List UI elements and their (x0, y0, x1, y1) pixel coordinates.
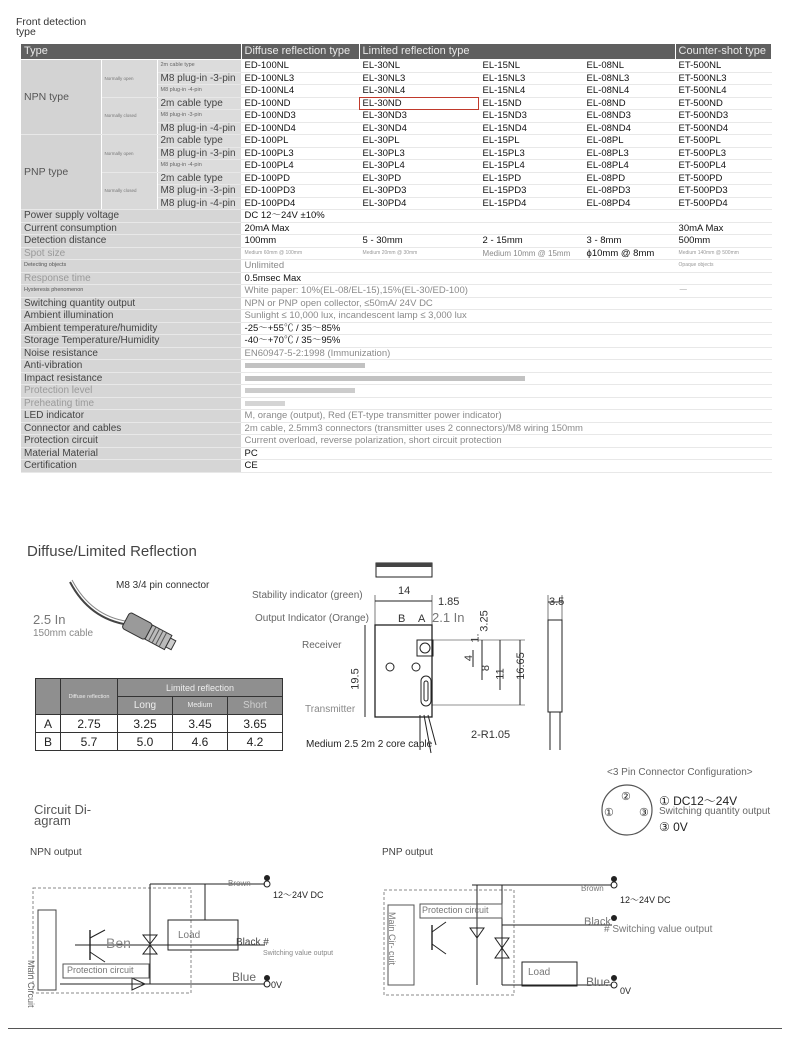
spec-label: Noise resistance (21, 347, 241, 360)
spec-label: Ambient illumination (21, 310, 241, 323)
spec-value-blurred (241, 397, 771, 410)
spec-value: DC 12～24V ±10% (241, 210, 771, 223)
cable-length: 2.5 In (33, 612, 66, 627)
pnp-load: Load (528, 967, 551, 978)
model-cell: EL-08NL3 (583, 72, 675, 85)
cable-type-label: M8 plug-in -4-pin (157, 122, 241, 135)
spec-value: 30mA Max (675, 222, 771, 235)
spec-value: -25～+55℃ / 35～85% (241, 322, 771, 335)
pin-3-desc: ③ 0V (659, 820, 688, 834)
spec-label: Detection distance (21, 235, 241, 248)
spec-value: Medium 10mm @ 15mm (479, 247, 583, 260)
model-row (21, 135, 771, 148)
connector-label: M8 3/4 pin connector (116, 580, 210, 591)
receiver-label: Receiver (302, 640, 342, 651)
model-cell: EL-15ND (479, 97, 583, 110)
spec-value: PC (241, 447, 771, 460)
dim-cell: 5.0 (118, 733, 173, 751)
spec-label: Connector and cables (21, 422, 241, 435)
spec-row (21, 397, 771, 410)
dim-header-short: Short (228, 697, 283, 715)
npn-brown: Brown (228, 879, 251, 888)
cable-type-label: M8 plug-in -3-pin (157, 72, 241, 85)
spec-row (21, 222, 771, 235)
cable-type-label: 2m cable type (157, 97, 241, 110)
section-title: Diffuse/Limited Reflection (27, 543, 197, 560)
spec-label: Material Material (21, 447, 241, 460)
model-cell: EL-30ND4 (359, 122, 479, 135)
spec-label: Switching quantity output (21, 297, 241, 310)
spec-label: Power supply voltage (21, 210, 241, 223)
model-cell: ED-100NL3 (241, 72, 359, 85)
model-cell: EL-08ND3 (583, 110, 675, 123)
spec-row (21, 460, 771, 473)
model-cell: ET-500PD4 (675, 197, 771, 210)
dim-14: 14 (398, 585, 411, 597)
cable-type-label: 2m cable type (157, 60, 241, 73)
model-cell: EL-08PL (583, 135, 675, 148)
spec-row (21, 285, 771, 298)
npn-type-label: NPN type (21, 60, 101, 135)
spec-value: 3 - 8mm (583, 235, 675, 248)
page-title-line2: type (16, 26, 36, 38)
dim-header-medium: Medium (173, 697, 228, 715)
spec-row (21, 422, 771, 435)
spec-row (21, 235, 771, 248)
cable-type-label: M8 plug-in -4-pin (157, 197, 241, 210)
model-row (21, 60, 771, 73)
model-cell: EL-30PL (359, 135, 479, 148)
model-cell: ED-100ND (241, 97, 359, 110)
model-cell: EL-30ND (359, 97, 479, 110)
pnp-output-title: PNP output (382, 847, 433, 858)
model-cell: ET-500PL3 (675, 147, 771, 160)
sensor-dimension-drawing (250, 555, 580, 755)
transmitter-label: Transmitter (305, 704, 356, 715)
dim-corner (36, 679, 61, 715)
spec-value: Sunlight ≤ 10,000 lux, incandescent lamp ≤ 3,000 lux (241, 310, 771, 323)
dimension-table (35, 678, 283, 751)
spec-value-blurred (241, 372, 771, 385)
page-title-line1: Front detection (16, 16, 87, 28)
model-cell: ED-100PD4 (241, 197, 359, 210)
model-cell: EL-08NL4 (583, 85, 675, 98)
model-rows (21, 60, 771, 210)
spec-row (21, 347, 771, 360)
dim-cell: 5.7 (61, 733, 118, 751)
npn-output-title: NPN output (30, 847, 82, 858)
model-cell: EL-30PL4 (359, 160, 479, 173)
spec-table (21, 44, 772, 473)
npn-protection: Protection circuit (67, 965, 134, 975)
dim-header-limited: Limited reflection (118, 679, 283, 697)
model-cell: EL-30NL4 (359, 85, 479, 98)
model-cell: ED-100ND3 (241, 110, 359, 123)
spec-row (21, 335, 771, 348)
cable-length-mm: 150mm cable (33, 628, 94, 639)
spec-value: 100mm (241, 235, 359, 248)
normally-closed-label: Normally closed (101, 172, 157, 210)
spec-value: Medium 140mm @ 500mm (675, 247, 771, 260)
spec-label: LED indicator (21, 410, 241, 423)
normally-closed-label: Normally closed (101, 97, 157, 135)
cable-note: Medium 2.5 2m 2 core cable (306, 739, 433, 750)
spec-row (21, 372, 771, 385)
model-cell: ET-500ND3 (675, 110, 771, 123)
dim-16-65: 16.65 (514, 652, 527, 680)
spec-value: 2 - 15mm (479, 235, 583, 248)
dim-cell: 3.25 (118, 715, 173, 733)
spec-row (21, 210, 771, 223)
header-diffuse: Diffuse reflection type (241, 44, 359, 60)
pnp-black: Black (584, 916, 611, 928)
circuit-title (34, 804, 91, 826)
spec-label: Storage Temperature/Humidity (21, 335, 241, 348)
model-cell: EL-30NL3 (359, 72, 479, 85)
model-cell: EL-15PD (479, 172, 583, 185)
model-cell: ET-500PL (675, 135, 771, 148)
dim-row-a (36, 715, 283, 733)
model-cell: EL-15PD4 (479, 197, 583, 210)
spec-label: Ambient temperature/humidity (21, 322, 241, 335)
model-cell: EL-08PD (583, 172, 675, 185)
spec-row (21, 272, 771, 285)
cable-type-label: M8 plug-in -4-pin (157, 85, 241, 98)
model-cell: ET-500NL3 (675, 72, 771, 85)
cable-type-label: M8 plug-in -4-pin (157, 160, 241, 173)
dim-cell: 3.65 (228, 715, 283, 733)
model-cell: EL-15PL (479, 135, 583, 148)
npn-blue: Blue (232, 970, 257, 984)
spec-label: Current consumption (21, 222, 241, 235)
model-cell: EL-15PD3 (479, 185, 583, 198)
spec-row (21, 360, 771, 373)
model-cell: EL-15ND4 (479, 122, 583, 135)
spec-value: Medium 60mm @ 100mm (241, 247, 359, 260)
model-cell: ET-500NL4 (675, 85, 771, 98)
cable-type-label: M8 plug-in -3-pin (157, 185, 241, 198)
model-cell: ED-100PL (241, 135, 359, 148)
spec-label: Protection circuit (21, 435, 241, 448)
pnp-switching-output: # Switching value output (604, 924, 713, 935)
pin-number-2: ② (621, 791, 631, 803)
spec-rows (21, 210, 771, 473)
spec-label: Certification (21, 460, 241, 473)
model-cell: ED-100NL4 (241, 85, 359, 98)
npn-switching-output: Switching value output (263, 950, 334, 957)
header-type: Type (21, 44, 241, 60)
model-cell: EL-30PD4 (359, 197, 479, 210)
spec-value: ϕ10mm @ 8mm (583, 247, 675, 260)
model-cell: ET-500PD3 (675, 185, 771, 198)
model-cell: EL-08ND (583, 97, 675, 110)
dim-B: B (398, 613, 406, 625)
dim-1: 1. (469, 633, 482, 643)
dim-19-5: 19.5 (349, 668, 362, 690)
model-cell: EL-30NL (359, 60, 479, 73)
cable-type-label: M8 plug-in -3-pin (157, 147, 241, 160)
pnp-type-label: PNP type (21, 135, 101, 210)
stability-indicator-label: Stability indicator (green) (252, 590, 363, 601)
spec-value: White paper: 10%(EL-08/EL-15),15%(EL-30/ED-100) (241, 285, 675, 298)
dim-4: 4 (463, 654, 476, 662)
spec-row (21, 310, 771, 323)
pnp-12-24v: 12～24V DC (620, 895, 671, 905)
npn-main-circuit: Main Circuit (26, 960, 36, 1008)
dim-cell: 4.6 (173, 733, 228, 751)
npn-load: Load (178, 930, 201, 941)
dim-3-5: 3.5 (549, 596, 565, 608)
dim-row-b (36, 733, 283, 751)
npn-0v: 0V (271, 980, 283, 990)
spec-value: Current overload, reverse polarization, short circuit protection (241, 435, 771, 448)
spec-value: M, orange (output), Red (ET-type transmitter power indicator) (241, 410, 771, 423)
spec-value-blurred (241, 360, 771, 373)
spec-value: － (675, 285, 771, 298)
cable-type-label: M8 plug-in -3-pin (157, 110, 241, 123)
model-cell: EL-15NL4 (479, 85, 583, 98)
pin-1-desc: ① DC12～24V (659, 794, 738, 808)
header-counter: Counter-shot type (675, 44, 771, 60)
model-cell: EL-08PD4 (583, 197, 675, 210)
spec-label: Detecting objects (21, 260, 241, 273)
model-cell: EL-08PL3 (583, 147, 675, 160)
page-title (16, 17, 86, 37)
spec-value: 2m cable, 2.5mm3 connectors (transmitter uses 2 connectors)/M8 wiring 150mm (241, 422, 771, 435)
model-cell: EL-30PL3 (359, 147, 479, 160)
model-cell: EL-08PD3 (583, 185, 675, 198)
model-cell: ET-500ND (675, 97, 771, 110)
normally-open-label: Normally open (101, 60, 157, 98)
circuit-title-line2: agram (34, 813, 71, 828)
bottom-divider (8, 1028, 782, 1029)
dim-11: 11 (494, 668, 507, 680)
model-cell: EL-15PL4 (479, 160, 583, 173)
spec-label: Response time (21, 272, 241, 285)
npn-12-24v: 12～24V DC (273, 890, 324, 900)
spec-value: Opaque objects (675, 260, 771, 273)
cable-type-label: 2m cable type (157, 135, 241, 148)
model-cell: EL-08ND4 (583, 122, 675, 135)
model-cell: EL-15NL (479, 60, 583, 73)
spec-row (21, 447, 771, 460)
spec-row (21, 385, 771, 398)
dim-1-85: 1.85 (438, 596, 460, 608)
spec-value: 0.5msec Max (241, 272, 771, 285)
spec-label: Hysteresis phenomenon (21, 285, 241, 298)
model-cell: EL-08PL4 (583, 160, 675, 173)
spec-label: Preheating time (21, 397, 241, 410)
spec-value: Medium 20mm @ 30mm (359, 247, 479, 260)
dim-header-row (36, 679, 283, 697)
model-cell: ET-500PL4 (675, 160, 771, 173)
pin-1-desc-b: Switching quantity output (659, 806, 771, 817)
spec-label: Protection level (21, 385, 241, 398)
dim-A: A (418, 613, 426, 625)
model-cell: EL-08NL (583, 60, 675, 73)
model-cell: ET-500ND4 (675, 122, 771, 135)
spec-value: EN60947-5-2:1998 (Immunization) (241, 347, 771, 360)
spec-label: Impact resistance (21, 372, 241, 385)
pnp-main-circuit: Main Cir- cuit (387, 912, 397, 966)
pnp-blue: Blue (586, 975, 611, 989)
model-cell: EL-15PL3 (479, 147, 583, 160)
model-cell: ED-100NL (241, 60, 359, 73)
cable-type-label: 2m cable type (157, 172, 241, 185)
spec-value: NPN or PNP open collector, ≤50mA/ 24V DC (241, 297, 771, 310)
model-cell: ED-100ND4 (241, 122, 359, 135)
model-row (21, 97, 771, 110)
dim-3-25: 3.25 (478, 610, 491, 632)
normally-open-label: Normally open (101, 135, 157, 173)
dim-2-1: 2.1 In (432, 610, 465, 625)
spec-value: -40～+70℃ / 35～95% (241, 335, 771, 348)
dim-r1-05: 2-R1.05 (471, 729, 511, 741)
model-cell: ED-100PD (241, 172, 359, 185)
model-cell: EL-15NL3 (479, 72, 583, 85)
dim-header-long: Long (118, 697, 173, 715)
spec-value: 20mA Max (241, 222, 675, 235)
spec-row (21, 322, 771, 335)
spec-row (21, 260, 771, 273)
spec-row (21, 410, 771, 423)
header-limited: Limited reflection type (359, 44, 675, 60)
spec-row (21, 297, 771, 310)
model-cell: ET-500PD (675, 172, 771, 185)
dim-header-diffuse: Diffuse reflection (61, 679, 118, 715)
model-cell: ED-100PL3 (241, 147, 359, 160)
dim-row-label: A (36, 715, 61, 733)
spec-value: 5 - 30mm (359, 235, 479, 248)
pnp-0v: 0V (620, 986, 632, 996)
pin-number-1: ① (604, 807, 614, 819)
spec-header-row (21, 44, 771, 60)
model-row (21, 172, 771, 185)
model-cell: EL-30ND3 (359, 110, 479, 123)
dim-cell: 2.75 (61, 715, 118, 733)
spec-value: Unlimited (241, 260, 675, 273)
pnp-protection: Protection circuit (422, 905, 489, 915)
spec-value: 500mm (675, 235, 771, 248)
circuit-title-line1: Circuit Di- (34, 802, 92, 817)
spec-row (21, 435, 771, 448)
output-indicator-label: Output Indicator (Orange) (255, 613, 369, 624)
dim-cell: 3.45 (173, 715, 228, 733)
model-cell: ET-500NL (675, 60, 771, 73)
npn-black: Black # (236, 937, 269, 948)
npn-ben: Ben (106, 935, 131, 951)
spec-row (21, 247, 771, 260)
spec-label: Anti-vibration (21, 360, 241, 373)
model-cell: ED-100PD3 (241, 185, 359, 198)
dim-cell: 4.2 (228, 733, 283, 751)
spec-value-blurred (241, 385, 771, 398)
model-cell: ED-100PL4 (241, 160, 359, 173)
spec-label: Spot size (21, 247, 241, 260)
pin-number-3: ③ (639, 807, 649, 819)
model-cell: EL-30PD (359, 172, 479, 185)
dim-8: 8 (480, 664, 493, 672)
pin-config-title: <3 Pin Connector Configuration> (607, 767, 753, 778)
model-cell: EL-30PD3 (359, 185, 479, 198)
spec-value: CE (241, 460, 771, 473)
pnp-brown: Brown (581, 884, 604, 893)
model-cell: EL-15ND3 (479, 110, 583, 123)
dim-row-label: B (36, 733, 61, 751)
